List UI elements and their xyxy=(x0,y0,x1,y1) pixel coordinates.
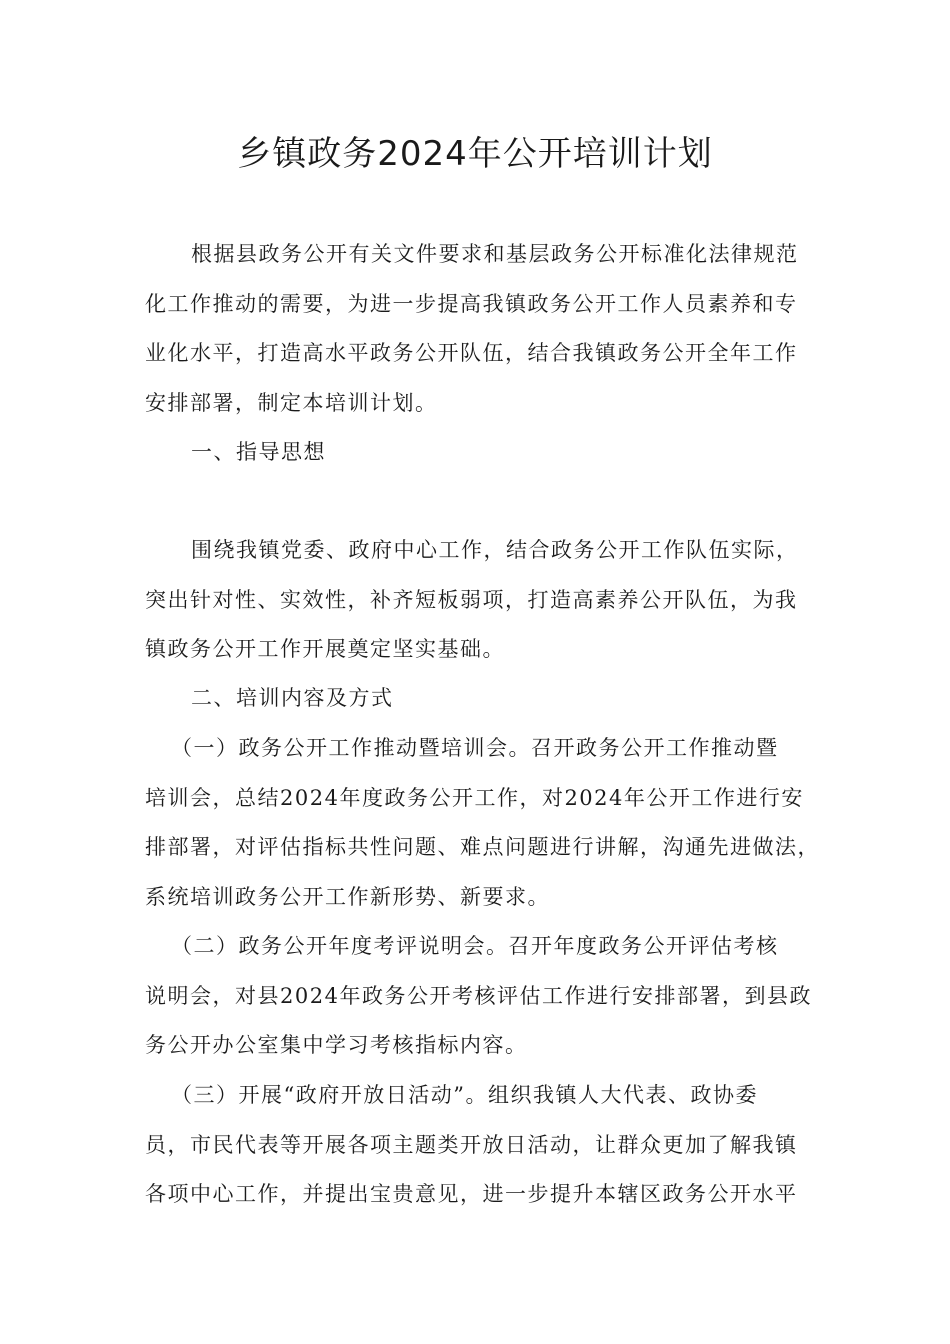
item-paragraph-2 xyxy=(145,922,815,1071)
text-line: （三）开展“政府开放日活动”。组织我镇人大代表、政协委 xyxy=(171,1083,758,1107)
text-line: 安排部署，制定本培训计划。 xyxy=(145,390,438,415)
section-heading-training-content xyxy=(145,674,815,724)
text-line: 务公开办公室集中学习考核指标内容。 xyxy=(145,1033,528,1057)
text-line: 排部署，对评估指标共性问题、难点问题进行讲解，沟通先进做法， xyxy=(145,835,820,859)
text-line: 突出针对性、实效性，补齐短板弱项，打造高素养公开队伍，为我 xyxy=(145,587,798,612)
intro-paragraph xyxy=(145,230,815,428)
text-line: 说明会，对县2024年政务公开考核评估工作进行安排部署，到县政 xyxy=(145,983,812,1008)
text-line: 围绕我镇党委、政府中心工作，结合政务公开工作队伍实际， xyxy=(191,538,799,562)
text-line: 化工作推动的需要，为进一步提高我镇政务公开工作人员素养和专 xyxy=(145,291,798,316)
heading-text: 二、培训内容及方式 xyxy=(191,686,394,710)
text-line: （二）政务公开年度考评说明会。召开年度政务公开评估考核 xyxy=(171,934,779,958)
text-line: 镇政务公开工作开展奠定坚实基础。 xyxy=(145,637,505,661)
guiding-ideology-paragraph xyxy=(145,526,815,675)
text-line: 系统培训政务公开工作新形势、新要求。 xyxy=(145,884,550,909)
item-paragraph-3 xyxy=(145,1071,815,1220)
document-title: 乡镇政务2024年公开培训计划 xyxy=(237,134,713,174)
text-line: （一）政务公开工作推动暨培训会。召开政务公开工作推动暨 xyxy=(171,736,779,760)
text-line: 各项中心工作，并提出宝贵意见，进一步提升本辖区政务公开水平 xyxy=(145,1182,798,1206)
text-line: 员，市民代表等开展各项主题类开放日活动，让群众更加了解我镇 xyxy=(145,1132,798,1157)
section-heading-guiding-ideology xyxy=(145,428,815,478)
item-paragraph-1 xyxy=(145,724,820,922)
text-line: 根据县政务公开有关文件要求和基层政务公开标准化法律规范 xyxy=(191,242,799,266)
heading-text: 一、指导思想 xyxy=(191,440,326,464)
text-line: 培训会，总结2024年度政务公开工作，对2024年公开工作进行安 xyxy=(145,785,804,810)
text-line: 业化水平，打造高水平政务公开队伍，结合我镇政务公开全年工作 xyxy=(145,341,798,365)
